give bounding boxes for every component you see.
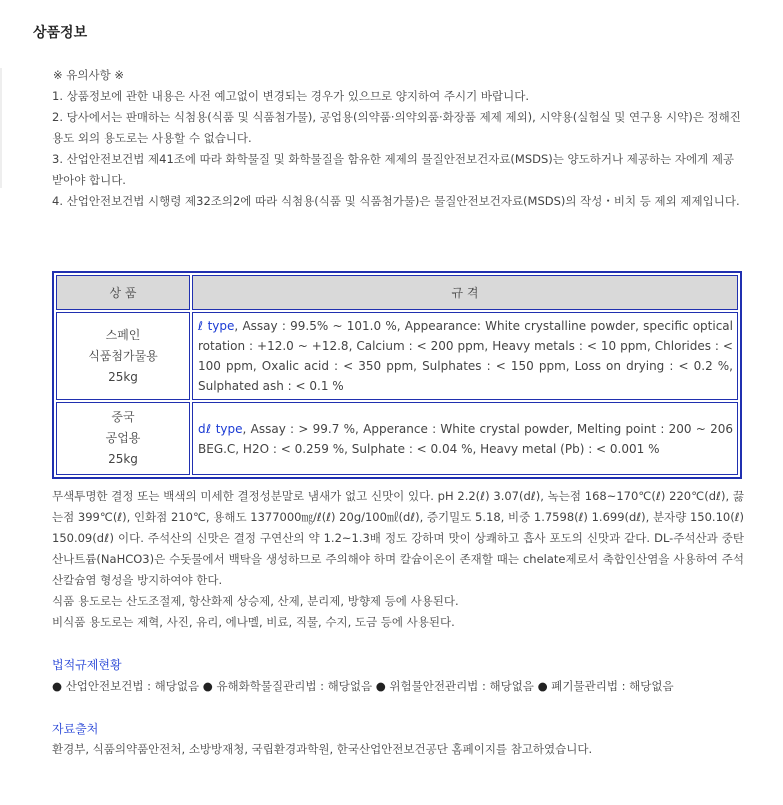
regulation-item: 유해화학물질관리법 : 해당없음 xyxy=(216,679,373,693)
spec-cell xyxy=(192,402,738,475)
regulation-heading: 법적규제현황 xyxy=(52,658,122,672)
description-paragraph: 무색투명한 결정 또는 백색의 미세한 결정성분말로 냄새가 없고 신맛이 있다. pH 2.2(ℓ) 3.07(dℓ), 녹는점 168~170℃(ℓ) 220℃(dℓ), 끓는점 399℃(ℓ), 인화점 210℃, 용해도 1377000㎎/ℓ(ℓ) 20g/100㎖(dℓ), 증기밀도 5.18, 비중 1.7598(ℓ) 1.699(dℓ), 분자량 150.10(ℓ) 150.09(dℓ) 이다. 주석산의 신맛은 결정 구연산의 약 1.2~1.3배 정도 강하며 맛이 상쾌하고 흡사 포도의 신맛과 같다. DL-주석산과 중탄산나트륨(NaHCO3)은 수돗물에서 백탁을 생성하므로 주의해야 하며 칼슘이온이 존재할 때는 chelate제로서 축합인산염을 사용하여 주석산칼슘염 형성을 방지하여야 한다. xyxy=(52,489,744,587)
product-cell xyxy=(56,312,190,400)
product-grade: 식품첨가물용 xyxy=(88,348,158,363)
spec-type: dℓ type xyxy=(198,421,243,436)
product-origin: 스페인 xyxy=(105,327,141,342)
regulation-item: 위험물안전관리법 : 해당없음 xyxy=(389,679,534,693)
spec-text: , Assay : > 99.7 %, Apperance : White crystal powder, Melting point : 200 ~ 206 BEG.C, H2O : < 0.259 %, Sulphate : < 0.04 %, Heavy metal (Pb) : < 0.001 % xyxy=(198,421,734,456)
regulation-list xyxy=(52,678,752,694)
table-header-row xyxy=(56,275,738,310)
product-grade: 공업용 xyxy=(105,431,141,445)
left-edge-marker xyxy=(0,68,2,188)
spec-cell xyxy=(192,312,738,400)
spec-text: , Assay : 99.5% ~ 101.0 %, Appearance: White crystalline powder, specific optical rotation : +12.0 ~ +12.8, Calcium : < 200 ppm, Heavy metals : < 10 ppm, Chlorides : < 100 ppm, Oxalic acid : < 350 ppm, Sulphates : < 150 ppm, Loss on drying : < 0.2 %, Sulphated ash : < 0.1 % xyxy=(198,319,733,393)
spec-type: ℓ type xyxy=(198,319,235,333)
bullet-icon: ● xyxy=(52,679,63,693)
table-row xyxy=(56,312,738,400)
product-package: 25kg xyxy=(108,452,138,466)
description-section xyxy=(52,486,744,633)
source-text: 환경부, 식품의약품안전처, 소방방재청, 국립환경과학원, 한국산업안전보건공단 홈페이지를 참고하였습니다. xyxy=(52,742,593,756)
bullet-icon: ● xyxy=(202,679,213,693)
header-product: 상 품 xyxy=(56,275,190,310)
description-nonfood-use: 비식품 용도로는 제혁, 사진, 유리, 에나멜, 비료, 직물, 수지, 도금 등에 사용된다. xyxy=(52,615,455,629)
notice-heading: ※ 유의사항 ※ xyxy=(53,68,125,82)
table-row xyxy=(56,402,738,475)
notice-item-1: 1. 상품정보에 관한 내용은 사전 예고없이 변경되는 경우가 있으므로 양지하여 주시기 바랍니다. xyxy=(52,89,529,103)
regulation-item: 산업안전보건법 : 해당없음 xyxy=(65,679,200,693)
product-cell xyxy=(56,402,190,475)
source-heading: 자료출처 xyxy=(52,722,99,736)
product-package: 25kg xyxy=(108,369,138,384)
description-food-use: 식품 용도로는 산도조절제, 항산화제 상승제, 산제, 분리제, 방향제 등에 사용된다. xyxy=(52,594,459,608)
notice-item-2: 2. 당사에서는 판매하는 식첨용(식품 및 식품첨가물), 공업용(의약품·의약외품·화장품 제제 제외), 시약용(실험실 및 연구용 시약)은 정해진 용도 외의 용도로는 사용할 수 없습니다. xyxy=(52,110,741,145)
notice-item-3: 3. 산업안전보건법 제41조에 따라 화학물질 및 화학물질을 함유한 제제의 물질안전보건자료(MSDS)는 양도하거나 제공하는 자에게 제공받아야 합니다. xyxy=(52,152,735,187)
product-origin: 중국 xyxy=(111,410,135,424)
notice-item-4: 4. 산업안전보건법 시행령 제32조의2에 따라 식첨용(식품 및 식품첨가물)은 물질안전보건자료(MSDS)의 작성・비치 등 제외 제제입니다. xyxy=(52,194,740,208)
regulation-item: 폐기물관리법 : 해당없음 xyxy=(551,679,674,693)
bullet-icon: ● xyxy=(537,679,548,693)
page-title: 상품정보 xyxy=(33,25,88,41)
bullet-icon: ● xyxy=(375,679,386,693)
notice-section xyxy=(52,65,744,212)
spec-table xyxy=(52,271,742,479)
header-spec: 규 격 xyxy=(192,275,738,310)
